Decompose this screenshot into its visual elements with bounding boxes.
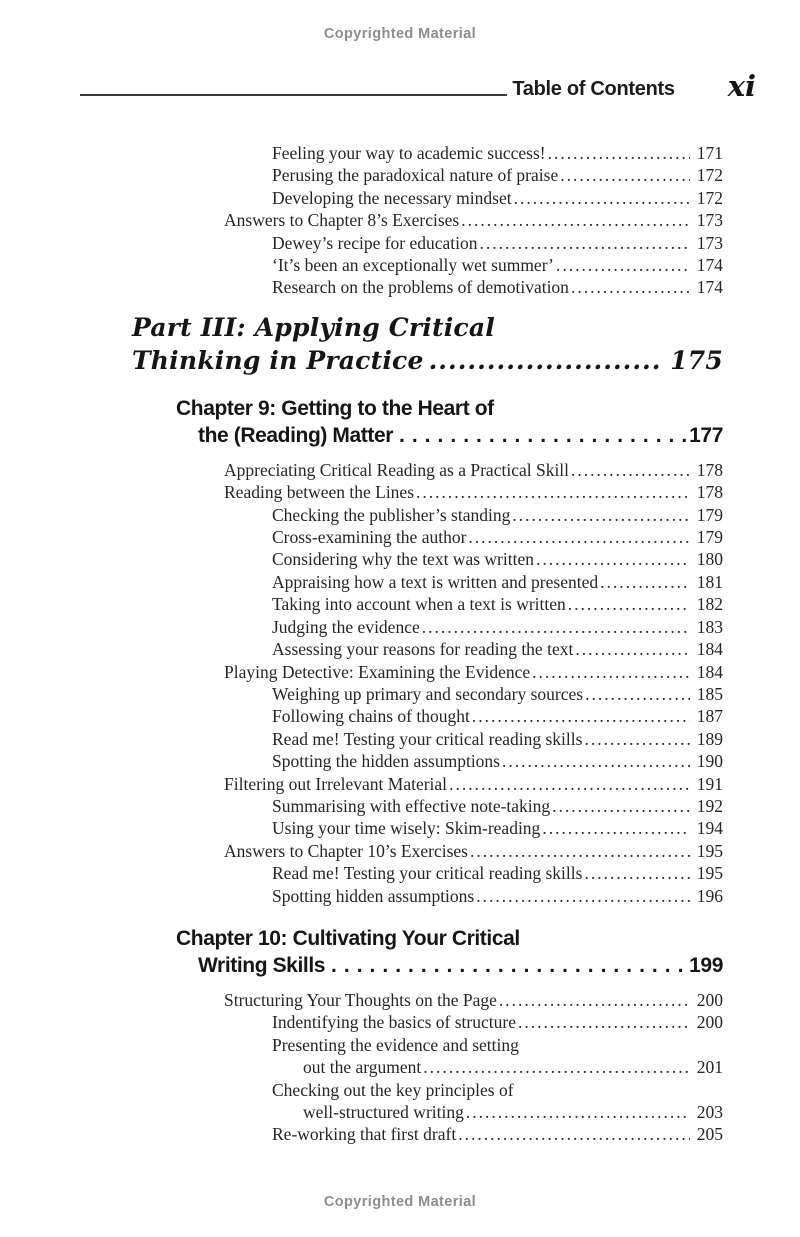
dot-leader xyxy=(560,164,690,186)
toc-entry xyxy=(272,1034,723,1056)
toc-entry-page: 178 xyxy=(696,459,723,480)
header-rule xyxy=(80,94,507,96)
toc-entry xyxy=(272,254,723,276)
toc-entry-page: 195 xyxy=(696,863,723,884)
heading-label: Part III: Applying Critical xyxy=(132,312,495,342)
toc-entry-label: well-structured writing xyxy=(303,1102,464,1122)
toc-entry xyxy=(272,504,723,526)
toc-entry-page: 179 xyxy=(696,504,723,525)
toc-entry-label: Using your time wisely: Skim-reading xyxy=(272,818,541,839)
toc-entry xyxy=(272,1079,723,1101)
toc-entry xyxy=(224,773,723,795)
copyright-notice-bottom: Copyrighted Material xyxy=(323,1194,477,1210)
toc-entry-page: 184 xyxy=(696,661,723,682)
dot-leader xyxy=(584,728,689,750)
toc-entry-page: 172 xyxy=(696,165,723,186)
toc-entry xyxy=(272,705,723,727)
page-title: Table of Contents xyxy=(512,78,675,100)
toc-entry-label: Appraising how a text is written and presented xyxy=(272,571,599,592)
dot-leader xyxy=(429,344,663,377)
toc-entry-page: 192 xyxy=(696,795,723,816)
toc-entry-page: 172 xyxy=(696,187,723,208)
heading-line-2 xyxy=(198,952,723,979)
toc-entry-page: 203 xyxy=(696,1102,723,1122)
toc-entry-page: 174 xyxy=(696,255,723,276)
toc-entry-group xyxy=(0,459,800,907)
toc-entry xyxy=(272,616,723,638)
toc-entry-label: Taking into account when a text is written xyxy=(272,594,566,615)
toc-entry-page: 173 xyxy=(696,210,723,231)
toc-entry-page: 189 xyxy=(696,728,723,749)
toc-entry xyxy=(272,638,723,660)
toc-entry xyxy=(224,481,723,503)
toc-entry xyxy=(272,795,723,817)
toc-entry-page: 184 xyxy=(696,639,723,660)
toc-entry xyxy=(272,750,723,772)
dot-leader xyxy=(542,817,689,839)
toc-entry-label: Answers to Chapter 10’s Exercises xyxy=(224,840,468,861)
dot-leader xyxy=(518,1011,690,1033)
toc-entry-page: 178 xyxy=(696,482,723,503)
heading-page: 199 xyxy=(689,953,723,977)
toc-entry-label: ‘It’s been an exceptionally wet summer’ xyxy=(272,255,555,276)
toc-entry-label: Spotting hidden assumptions xyxy=(272,885,475,906)
toc-entry-page: 180 xyxy=(696,549,723,570)
toc-entry-label: Re-working that first draft xyxy=(272,1124,457,1145)
toc-entry-label: Research on the problems of demotivation xyxy=(272,277,569,298)
toc-entry-label: Structuring Your Thoughts on the Page xyxy=(224,989,497,1010)
toc-entry xyxy=(272,728,723,750)
toc-entry xyxy=(272,276,723,298)
dot-leader xyxy=(548,142,690,164)
toc-entry-label: Appreciating Critical Reading as a Practical Skill xyxy=(224,459,570,480)
toc-entry-page: 201 xyxy=(696,1057,723,1078)
toc-entry-page: 181 xyxy=(696,571,723,592)
toc-entry-page: 187 xyxy=(696,706,723,727)
toc-entry-page: 196 xyxy=(696,885,723,906)
heading-label: Chapter 10: Cultivating Your Critical xyxy=(176,926,520,950)
toc-entry-page: 191 xyxy=(696,773,723,794)
toc-entry-label: Cross-examining the author xyxy=(272,527,467,548)
toc-entry xyxy=(272,548,723,570)
dot-leader xyxy=(466,1101,690,1123)
toc-entry xyxy=(224,840,723,862)
toc-entry-page: 194 xyxy=(696,818,723,839)
heading-label: Writing Skills xyxy=(198,953,326,977)
toc-entry-label: Summarising with effective note-taking xyxy=(272,795,551,816)
toc-entry-label: Spotting the hidden assumptions xyxy=(272,751,500,772)
toc-entry-label: Presenting the evidence and setting xyxy=(272,1034,519,1055)
dot-leader xyxy=(416,481,690,503)
toc-entry-label: Considering why the text was written xyxy=(272,549,534,570)
toc-entry-label: Checking the publisher’s standing xyxy=(272,504,511,525)
toc-entry-label: Indentifying the basics of structure xyxy=(272,1012,516,1033)
toc-sections xyxy=(0,112,800,1146)
toc-entry xyxy=(272,817,723,839)
dot-leader xyxy=(458,1123,690,1145)
toc-entry xyxy=(272,232,723,254)
toc-entry xyxy=(224,661,723,683)
toc-entry xyxy=(272,1011,723,1033)
toc-entry xyxy=(303,1056,723,1078)
toc-entry-page: 179 xyxy=(696,527,723,548)
toc-entry-page: 185 xyxy=(696,683,723,704)
dot-leader xyxy=(476,885,690,907)
toc-entry-page: 195 xyxy=(696,840,723,861)
toc-chapter-heading xyxy=(176,395,723,449)
toc-entry-label: Reading between the Lines xyxy=(224,482,415,503)
dot-leader xyxy=(502,750,690,772)
toc-entry xyxy=(272,862,723,884)
dot-leader xyxy=(422,616,690,638)
toc-entry xyxy=(272,164,723,186)
toc-part-heading xyxy=(132,311,723,377)
toc-entry-label: Developing the necessary mindset xyxy=(272,187,512,208)
toc-entry-label: Read me! Testing your critical reading skills xyxy=(272,728,583,749)
toc-entry-page: 190 xyxy=(696,751,723,772)
toc-entry-page: 200 xyxy=(696,1012,723,1033)
toc-entry-label: Judging the evidence xyxy=(272,616,420,637)
dot-leader xyxy=(568,593,690,615)
toc-entry-label: Filtering out Irrelevant Material xyxy=(224,773,448,794)
dot-leader xyxy=(585,683,690,705)
toc-entry-group xyxy=(0,989,800,1146)
toc-entry-label: Feeling your way to academic success! xyxy=(272,143,546,163)
heading-label: the (Reading) Matter xyxy=(198,423,394,447)
dot-leader xyxy=(423,1056,689,1078)
toc-entry xyxy=(272,142,723,164)
heading-line-1 xyxy=(176,925,723,952)
dot-leader xyxy=(575,638,689,660)
heading-page: 177 xyxy=(689,423,723,447)
toc-entry xyxy=(272,683,723,705)
toc-entry-label: Answers to Chapter 8’s Exercises xyxy=(224,210,460,231)
dot-leader xyxy=(449,773,690,795)
dot-leader xyxy=(468,526,689,548)
dot-leader xyxy=(536,548,690,570)
page-header xyxy=(80,69,756,103)
dot-leader xyxy=(470,840,690,862)
toc-entry xyxy=(224,209,723,231)
heading-line-2 xyxy=(198,422,723,449)
toc-entry-label: Weighing up primary and secondary sources xyxy=(272,683,584,704)
folio-page-number: xi xyxy=(727,69,756,103)
dot-leader xyxy=(584,862,689,884)
heading-line-1 xyxy=(132,311,723,344)
toc-entry-page: 183 xyxy=(696,616,723,637)
dot-leader xyxy=(600,571,690,593)
toc-entry xyxy=(272,885,723,907)
heading-line-1 xyxy=(176,395,723,422)
heading-label: Chapter 9: Getting to the Heart of xyxy=(176,396,494,420)
dot-leader xyxy=(512,504,689,526)
dot-leader xyxy=(331,952,689,979)
toc-entry-page: 173 xyxy=(696,232,723,253)
toc-entry-page: 182 xyxy=(696,594,723,615)
toc-entry xyxy=(272,526,723,548)
toc-entry-label: Perusing the paradoxical nature of praise xyxy=(272,165,559,186)
dot-leader xyxy=(399,422,689,449)
heading-page: 175 xyxy=(670,345,723,375)
toc-entry-label: Read me! Testing your critical reading skills xyxy=(272,863,583,884)
dot-leader xyxy=(514,187,690,209)
toc-entry-label: Assessing your reasons for reading the text xyxy=(272,639,574,660)
toc-entry-label: out the argument xyxy=(303,1057,422,1078)
toc-entry-label: Playing Detective: Examining the Evidence xyxy=(224,661,531,682)
dot-leader xyxy=(480,232,690,254)
toc-entry-page: 174 xyxy=(696,277,723,298)
dot-leader xyxy=(532,661,690,683)
dot-leader xyxy=(499,989,690,1011)
dot-leader xyxy=(472,705,690,727)
heading-line-2 xyxy=(132,344,723,377)
dot-leader xyxy=(552,795,690,817)
dot-leader xyxy=(556,254,690,276)
toc-entry xyxy=(272,187,723,209)
toc-entry xyxy=(303,1101,723,1123)
copyright-notice-top: Copyrighted Material xyxy=(323,26,477,42)
toc-entry-page: 171 xyxy=(696,143,723,163)
toc-entry xyxy=(224,989,723,1011)
toc-entry-label: Checking out the key principles of xyxy=(272,1079,514,1100)
heading-label: Thinking in Practice xyxy=(132,345,424,375)
dot-leader xyxy=(571,459,690,481)
toc-entry-page: 205 xyxy=(696,1124,723,1145)
toc-entry-page: 200 xyxy=(696,989,723,1010)
toc-entry xyxy=(224,459,723,481)
toc-entry xyxy=(272,1123,723,1145)
toc-chapter-heading xyxy=(176,925,723,979)
toc-entry-group xyxy=(0,142,800,299)
toc-entry xyxy=(272,571,723,593)
toc-entry-label: Dewey’s recipe for education xyxy=(272,232,478,253)
toc-entry xyxy=(272,593,723,615)
toc-entry-label: Following chains of thought xyxy=(272,706,470,727)
dot-leader xyxy=(571,276,690,298)
dot-leader xyxy=(461,209,690,231)
